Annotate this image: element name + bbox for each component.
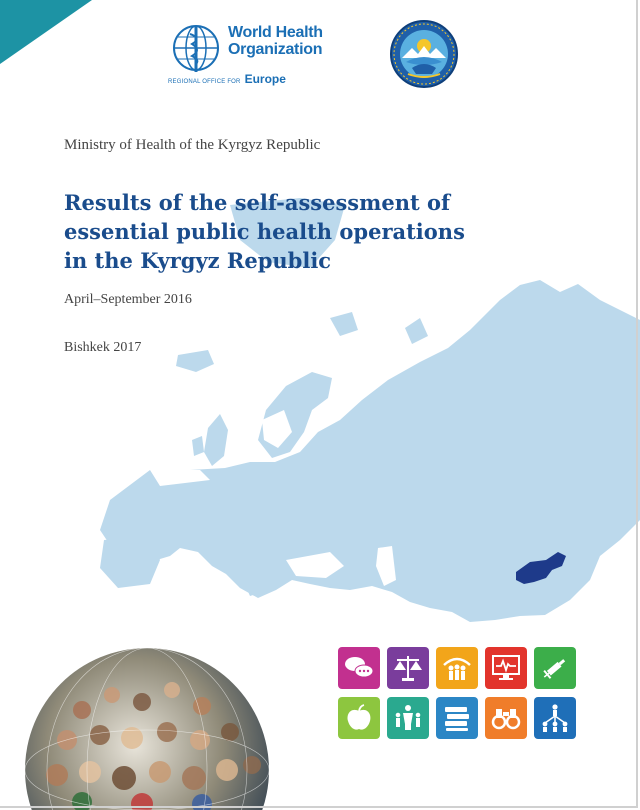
who-region: Europe	[244, 72, 286, 86]
eph-operations-icons	[338, 647, 576, 739]
title-line-3: in the Kyrgyz Republic	[64, 248, 332, 273]
who-regional-office	[168, 72, 286, 86]
apple-icon	[338, 697, 380, 739]
title-line-2: essential public health operations	[64, 219, 465, 244]
binoculars-icon	[485, 697, 527, 739]
speech-bubbles-icon	[338, 647, 380, 689]
kyrgyz-seal-icon	[388, 18, 460, 90]
corner-accent	[0, 0, 92, 64]
who-name-line2: Organization	[228, 41, 323, 58]
people-globe-image	[22, 640, 272, 810]
network-people-icon	[534, 697, 576, 739]
place-year: Bishkek 2017	[64, 340, 142, 355]
who-name-line1: World Health	[228, 24, 323, 41]
scales-icon	[387, 647, 429, 689]
title-line-1: Results of the self-assessment of	[64, 190, 451, 215]
who-office-label: REGIONAL OFFICE FOR	[168, 79, 241, 85]
report-period: April–September 2016	[64, 292, 192, 307]
syringe-icon	[534, 647, 576, 689]
ministry-label: Ministry of Health of the Kyrgyz Republic	[64, 137, 321, 153]
who-name	[228, 24, 323, 58]
who-emblem-icon	[168, 22, 224, 78]
people-group-icon	[387, 697, 429, 739]
who-logo	[168, 22, 338, 86]
people-shelter-icon	[436, 647, 478, 689]
report-title	[64, 188, 484, 275]
monitor-heartbeat-icon	[485, 647, 527, 689]
books-icon	[436, 697, 478, 739]
